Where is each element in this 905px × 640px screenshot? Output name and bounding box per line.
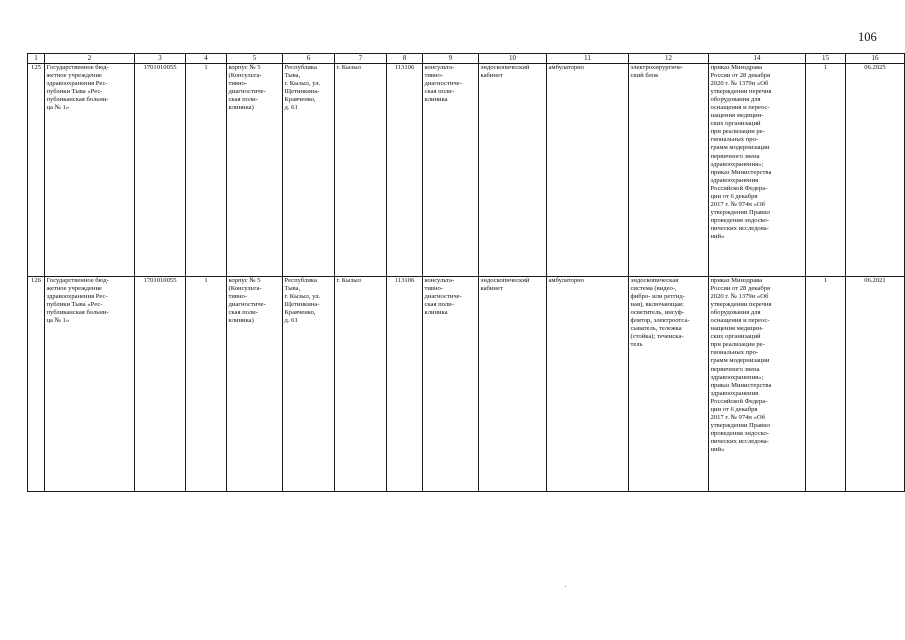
column-header-7: 7	[335, 54, 387, 64]
postal-code-cell: 113106	[387, 64, 423, 277]
building-cell: корпус № 5 (Консульта- тивно- диагностиче- ская поли- клиника)	[227, 277, 283, 492]
care-type-cell: амбулаторно	[547, 277, 629, 492]
legal-basis-cell: приказ Минздрава России от 28 декабря 2020 г. № 1379н «Об утверждении перечня оборудования для оснащения и переос- нащения медицин- ских организаций при реализации ре- гиональных про- грамм модернизации первичного звена здравоохранения»; приказ Министерства здравоохранения Российской Федера- ции от 6 декабря 2017 г. № 974н «Об утверждении Правил проведения эндоско- пических исследова- ний»	[709, 277, 806, 492]
column-header-2: 2	[45, 54, 135, 64]
address-cell: Республика Тыва, г. Кызыл, ул. Щетинкина- Кравченко, д. 61	[283, 64, 335, 277]
count-cell: 1	[806, 277, 846, 492]
page-number: 106	[858, 30, 877, 44]
quantity-cell: 1	[186, 277, 227, 492]
equipment-cell: эндоскопическая система (видео-, фибро- или ретгид- ная), включающая: осветитель, инсуф- флятор, электроотса- сыватель, тележка (стойка); течеиска- тель	[629, 277, 709, 492]
header-row	[28, 54, 905, 64]
equipment-cell: электрохирургиче- ский блок	[629, 64, 709, 277]
column-header-12: 12	[629, 54, 709, 64]
legal-basis-cell: приказ Минздрава России от 28 декабря 2020 г. № 1379н «Об утверждении перечня оборудования для оснащения и переос- нащения медицин- ских организаций при реализации ре- гиональных про- грамм модернизации первичного звена здравоохранения»; приказ Министерства здравоохранения Российской Федера- ции от 6 декабря 2017 г. № 974н «Об утверждении Правил проведения эндоско- пических исследова- ний»	[709, 64, 806, 277]
organization-cell: Государственное бюд- жетное учреждение здравоохранения Рес- публики Тыва «Рес- публиканская больни- ца № 1»	[45, 277, 135, 492]
count-cell: 1	[806, 64, 846, 277]
column-header-8: 8	[387, 54, 423, 64]
row-number-cell: 125	[28, 64, 45, 277]
column-header-14: 14	[709, 54, 806, 64]
care-type-cell: амбулаторно	[547, 64, 629, 277]
code-cell: 1701010055	[135, 64, 186, 277]
column-header-10: 10	[479, 54, 547, 64]
table-row	[28, 277, 905, 492]
quantity-cell: 1	[186, 64, 227, 277]
building-cell: корпус № 5 (Консульта- тивно- диагностиче- ская поли- клиника)	[227, 64, 283, 277]
postal-code-cell: 113106	[387, 277, 423, 492]
scan-artifact	[565, 586, 566, 587]
city-cell: г. Кызыл	[335, 277, 387, 492]
unit-cell: консульта- тивно- диагностиче- ская поли- клиника	[423, 277, 479, 492]
city-cell: г. Кызыл	[335, 64, 387, 277]
equipment-table	[27, 53, 905, 492]
row-number-cell: 126	[28, 277, 45, 492]
date-cell: 06.2021	[846, 277, 905, 492]
organization-cell: Государственное бюд- жетное учреждение здравоохранения Рес- публики Тыва «Рес- публиканская больни- ца № 1»	[45, 64, 135, 277]
column-header-15: 15	[806, 54, 846, 64]
column-header-16: 16	[846, 54, 905, 64]
table-row	[28, 64, 905, 277]
column-header-9: 9	[423, 54, 479, 64]
code-cell: 1701010055	[135, 277, 186, 492]
cabinet-cell: эндоскопический кабинет	[479, 64, 547, 277]
column-header-11: 11	[547, 54, 629, 64]
address-cell: Республика Тыва, г. Кызыл, ул. Щетинкина- Кравченко, д. 61	[283, 277, 335, 492]
column-header-5: 5	[227, 54, 283, 64]
column-header-1: 1	[28, 54, 45, 64]
date-cell: 06.2025	[846, 64, 905, 277]
column-header-4: 4	[186, 54, 227, 64]
column-header-3: 3	[135, 54, 186, 64]
cabinet-cell: эндоскопический кабинет	[479, 277, 547, 492]
column-header-6: 6	[283, 54, 335, 64]
unit-cell: консульта- тивно- диагностиче- ская поли- клиника	[423, 64, 479, 277]
